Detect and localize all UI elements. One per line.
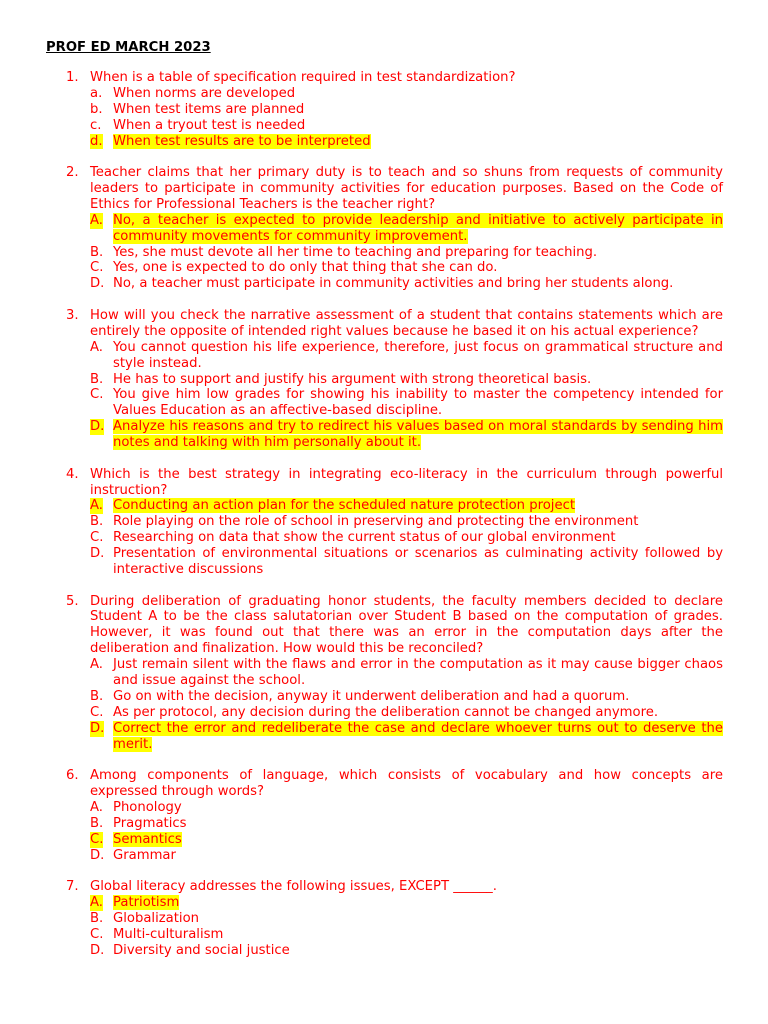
option-text-content: Analyze his reasons and try to redirect his values based on moral standards by sending him notes and talking with him personally about it. <box>113 419 723 451</box>
option-text-content: Yes, one is expected to do only that thing that she can do. <box>113 260 498 276</box>
question-item <box>46 594 723 753</box>
answer-option <box>90 800 723 816</box>
option-label: D. <box>90 276 105 292</box>
document-page <box>46 40 723 974</box>
option-label: A. <box>90 657 103 673</box>
option-label: D. <box>90 720 105 736</box>
option-text-content: When a tryout test is needed <box>113 117 306 133</box>
option-text <box>113 530 723 546</box>
question-text: During deliberation of graduating honor students, the faculty members decided to declare Student A to be the class salutatorian over Student B based on the computation of grades. However, it was found out that there was an error in the computation days after the deliberation and finalization. How would this be reconciled? <box>90 593 723 657</box>
option-text-content: No, a teacher must participate in community activities and bring her students along. <box>113 276 674 292</box>
question-number: 7. <box>66 879 79 895</box>
question-item <box>46 165 723 292</box>
question-text: Among components of language, which consists of vocabulary and how concepts are expressed through words? <box>90 768 723 800</box>
option-label: D. <box>90 546 105 562</box>
option-text-content: Just remain silent with the flaws and error in the computation as it may cause bigger chaos and issue against the school. <box>113 657 723 689</box>
option-text <box>113 276 723 292</box>
option-text <box>113 86 723 102</box>
option-text <box>113 689 723 705</box>
option-label: A. <box>90 339 103 355</box>
option-text <box>113 848 723 864</box>
question-number: 4. <box>66 466 79 482</box>
answer-option <box>90 848 723 864</box>
option-label: D. <box>90 419 105 435</box>
option-label: C. <box>90 831 104 847</box>
option-label: C. <box>90 387 104 403</box>
option-text <box>113 419 723 451</box>
option-text <box>113 245 723 261</box>
option-text <box>113 372 723 388</box>
document-title: PROF ED MARCH 2023 <box>46 40 211 55</box>
option-text <box>113 134 723 150</box>
option-text <box>113 832 723 848</box>
answer-option <box>90 816 723 832</box>
option-text-content: You cannot question his life experience, therefore, just focus on grammatical structure and style instead. <box>113 339 723 371</box>
option-text <box>113 657 723 689</box>
answer-option <box>90 260 723 276</box>
option-text-content: When test items are planned <box>113 101 305 117</box>
option-list <box>46 800 723 864</box>
option-text-content: Multi-culturalism <box>113 926 224 942</box>
option-text-content: He has to support and justify his argument with strong theoretical basis. <box>113 371 592 387</box>
option-text <box>113 118 723 134</box>
option-text <box>113 340 723 372</box>
option-text <box>113 800 723 816</box>
question-number: 1. <box>66 69 79 85</box>
option-label: B. <box>90 815 104 831</box>
option-text <box>113 927 723 943</box>
option-label: C. <box>90 530 104 546</box>
question-text: Which is the best strategy in integrating eco-literacy in the curriculum through powerful instruction? <box>90 466 723 498</box>
option-text <box>113 102 723 118</box>
option-label: D. <box>90 942 105 958</box>
option-text-content: You give him low grades for showing his inability to master the competency intended for Values Education as an affective-based discipline. <box>113 387 723 419</box>
option-label: A. <box>90 895 103 911</box>
question-text: How will you check the narrative assessment of a student that contains statements which are entirely the opposite of intended right values because he based it on his actual experience? <box>90 307 723 339</box>
option-list <box>46 213 723 293</box>
answer-option-highlighted <box>90 721 723 753</box>
answer-option <box>90 689 723 705</box>
answer-option <box>90 530 723 546</box>
option-label: D. <box>90 847 105 863</box>
option-text-content: Conducting an action plan for the scheduled nature protection project <box>113 498 576 514</box>
option-text-content: Correct the error and redeliberate the case and declare whoever turns out to deserve the merit. <box>113 720 723 752</box>
option-text <box>113 546 723 578</box>
answer-option <box>90 245 723 261</box>
question-list <box>46 70 723 959</box>
option-text-content: Diversity and social justice <box>113 942 290 958</box>
option-label: A. <box>90 212 103 228</box>
option-text-content: Researching on data that show the current status of our global environment <box>113 530 616 546</box>
answer-option-highlighted <box>90 895 723 911</box>
answer-option-highlighted <box>90 134 723 150</box>
option-label: B. <box>90 514 104 530</box>
option-label: a. <box>90 85 103 101</box>
option-text <box>113 895 723 911</box>
answer-option <box>90 657 723 689</box>
question-item <box>46 308 723 451</box>
option-text <box>113 213 723 245</box>
answer-option-highlighted <box>90 213 723 245</box>
option-text <box>113 705 723 721</box>
answer-option-highlighted <box>90 419 723 451</box>
answer-option <box>90 86 723 102</box>
option-label: d. <box>90 133 103 149</box>
option-text-content: When norms are developed <box>113 85 296 101</box>
option-text-content: No, a teacher is expected to provide leadership and initiative to actively participate in community movements for community improvement. <box>113 212 723 244</box>
option-text-content: Pragmatics <box>113 815 187 831</box>
answer-option <box>90 340 723 372</box>
option-text <box>113 721 723 753</box>
option-list <box>46 895 723 959</box>
question-text: Teacher claims that her primary duty is to teach and so shuns from requests of community leaders to participate in community activities for education purposes. Based on the Code of Ethics for Professional Teachers is the teacher right? <box>90 165 723 212</box>
option-text <box>113 260 723 276</box>
option-label: b. <box>90 101 103 117</box>
answer-option <box>90 118 723 134</box>
option-text <box>113 943 723 959</box>
answer-option-highlighted <box>90 498 723 514</box>
answer-option <box>90 276 723 292</box>
option-text-content: Grammar <box>113 847 176 863</box>
answer-option <box>90 911 723 927</box>
question-text: Global literacy addresses the following issues, EXCEPT ______. <box>90 879 497 895</box>
option-label: B. <box>90 689 104 704</box>
option-label: B. <box>90 911 104 927</box>
option-text <box>113 514 723 530</box>
question-item <box>46 467 723 578</box>
option-text-content: Phonology <box>113 800 182 816</box>
question-text: When is a table of specification required in test standardization? <box>90 69 516 85</box>
option-label: A. <box>90 800 103 816</box>
option-label: B. <box>90 371 104 387</box>
answer-option-highlighted <box>90 832 723 848</box>
option-text-content: When test results are to be interpreted <box>113 133 371 149</box>
answer-option <box>90 927 723 943</box>
answer-option <box>90 705 723 721</box>
question-number: 5. <box>66 593 79 609</box>
option-text-content: Semantics <box>113 831 182 847</box>
answer-option <box>90 102 723 118</box>
answer-option <box>90 514 723 530</box>
option-text-content: Globalization <box>113 911 199 927</box>
option-text-content: Role playing on the role of school in preserving and protecting the environment <box>113 514 639 530</box>
option-text <box>113 911 723 927</box>
question-item <box>46 768 723 863</box>
question-number: 6. <box>66 768 79 784</box>
option-list <box>46 657 723 752</box>
question-item <box>46 879 723 959</box>
option-label: A. <box>90 498 103 514</box>
option-text-content: Yes, she must devote all her time to teaching and preparing for teaching. <box>113 244 598 260</box>
question-number: 3. <box>66 307 79 323</box>
option-label: B. <box>90 244 104 260</box>
option-label: c. <box>90 117 102 133</box>
option-text-content: Presentation of environmental situations or scenarios as culminating activity followed by interactive discussions <box>113 546 723 578</box>
option-text-content: Patriotism <box>113 895 180 911</box>
answer-option <box>90 387 723 419</box>
option-text-content: Go on with the decision, anyway it underwent deliberation and had a quorum. <box>113 689 630 704</box>
question-number: 2. <box>66 165 79 181</box>
answer-option <box>90 943 723 959</box>
option-text <box>113 387 723 419</box>
option-list <box>46 86 723 150</box>
option-label: C. <box>90 704 104 720</box>
option-label: C. <box>90 260 104 276</box>
question-item <box>46 70 723 150</box>
answer-option <box>90 372 723 388</box>
option-list <box>46 498 723 578</box>
answer-option <box>90 546 723 578</box>
option-list <box>46 340 723 451</box>
option-text <box>113 498 723 514</box>
option-label: C. <box>90 926 104 942</box>
option-text <box>113 816 723 832</box>
option-text-content: As per protocol, any decision during the deliberation cannot be changed anymore. <box>113 704 659 720</box>
